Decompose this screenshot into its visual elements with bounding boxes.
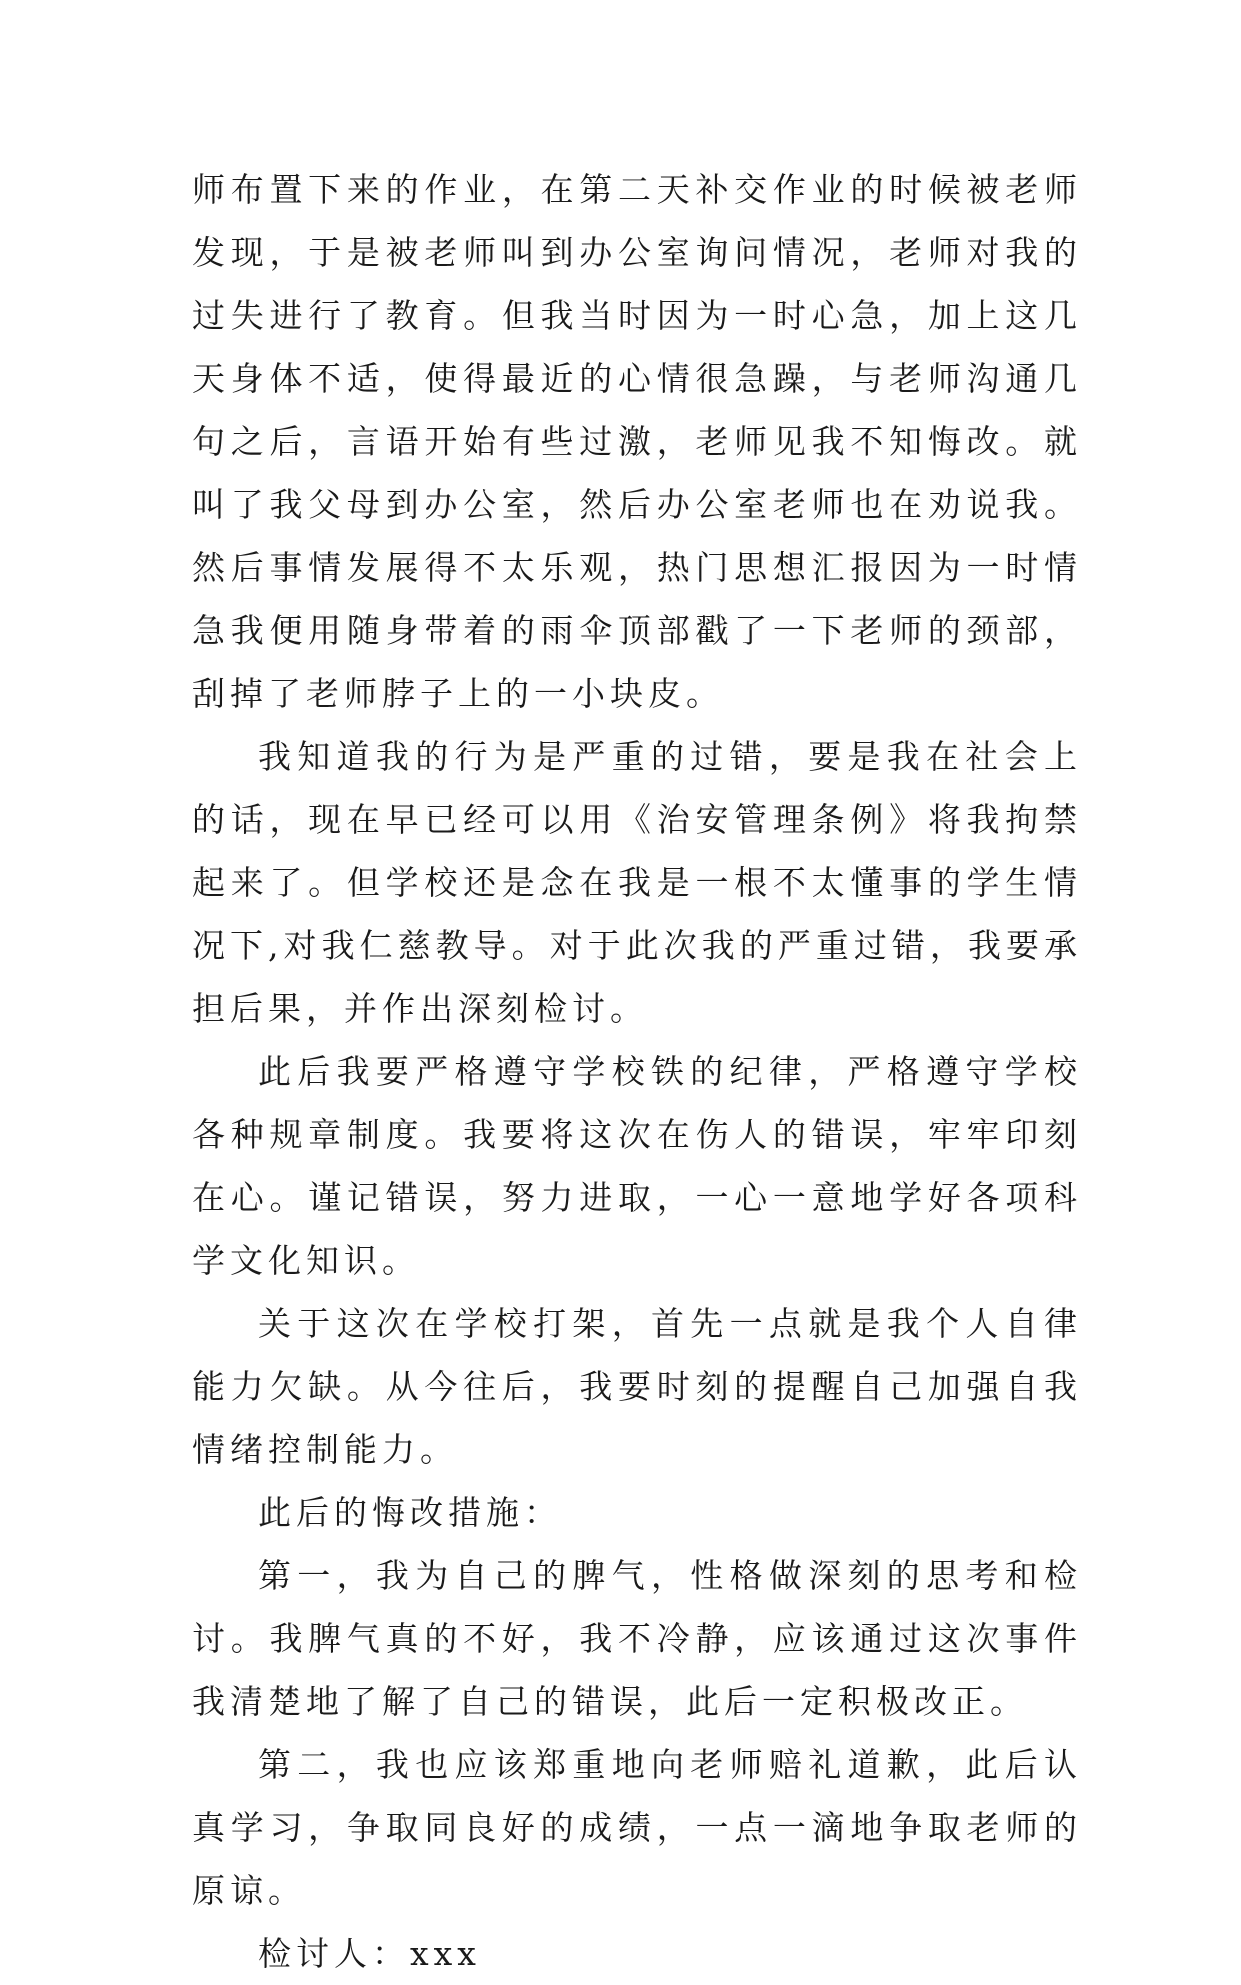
signature-line: 检讨人：xxx: [258, 1934, 481, 1973]
paragraph-continued: 师布置下来的作业，在第二天补交作业的时候被老师发现，于是被老师叫到办公室询问情况，老师对我的过失进行了教育。但我当时因为一时心急，加上这几天身体不适，使得最近的心情很急躁，与老师沟通几句之后，言语开始有些过激，老师见我不知悔改。就叫了我父母到办公室，然后办公室老师也在劝说我。然后事情发展得不太乐观，热门思想汇报因为一时情急我便用随身带着的雨伞顶部戳了一下老师的颈部，刮掉了老师脖子上的一小块皮。: [192, 170, 1082, 713]
paragraph-self-discipline: 关于这次在学校打架，首先一点就是我个人自律能力欠缺。从今往后，我要时刻的提醒自己加强自我情绪控制能力。: [192, 1304, 1082, 1469]
paragraph-measure-second: 第二，我也应该郑重地向老师赔礼道歉，此后认真学习，争取同良好的成绩，一点一滴地争取老师的原谅。: [192, 1745, 1082, 1910]
document-body: [192, 158, 1082, 1985]
paragraph-follow-rules: 此后我要严格遵守学校铁的纪律，严格遵守学校各种规章制度。我要将这次在伤人的错误，牢牢印刻在心。谨记错误，努力进取，一心一意地学好各项科学文化知识。: [192, 1052, 1082, 1280]
paragraph-measures-heading: 此后的悔改措施：: [258, 1493, 562, 1532]
paragraph-measure-first: 第一，我为自己的脾气，性格做深刻的思考和检讨。我脾气真的不好，我不冷静，应该通过这次事件我清楚地了解了自己的错误，此后一定积极改正。: [192, 1556, 1082, 1721]
paragraph-serious-mistake: 我知道我的行为是严重的过错，要是我在社会上的话，现在早已经可以用《治安管理条例》将我拘禁起来了。但学校还是念在我是一根不太懂事的学生情况下,对我仁慈教导。对于此次我的严重过错，我要承担后果，并作出深刻检讨。: [192, 737, 1082, 1028]
